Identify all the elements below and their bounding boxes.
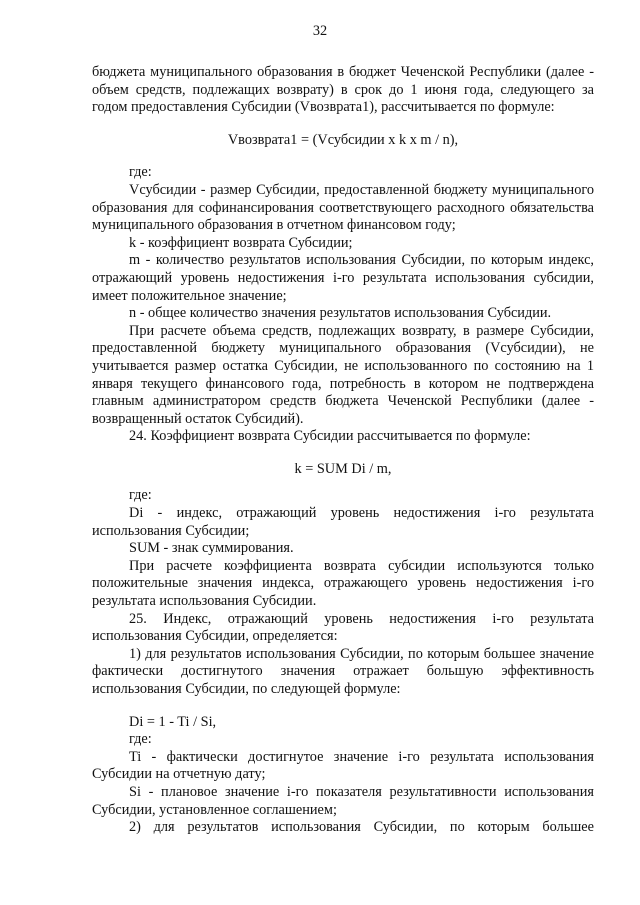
paragraph-25: 25. Индекс, отражающий уровень недостижения i-го результата использования Субсидии, определяется: (92, 610, 594, 645)
where-label-3: где: (129, 731, 152, 748)
paragraph-25-item-2: 2) для результатов использования Субсидии, по которым большее (129, 819, 594, 836)
where-label-1: где: (129, 164, 152, 181)
where-label-2: где: (129, 487, 152, 504)
definition-k: k - коэффициент возврата Субсидии; (129, 234, 353, 251)
definition-sum: SUM - знак суммирования. (129, 540, 294, 557)
formula-index: Di = 1 - Ti / Si, (129, 713, 217, 730)
paragraph-calculation-note: При расчете объема средств, подлежащих возврату, в размере Субсидии, предоставленной бюджету муниципального образования (Vсубсидии), не учитывается размер остатка Субсидии, не использованного по состоянию на 1 января текущего финансового года, потребность в котором не подтверждена главным администратором средств бюджета Чеченской Республики (далее - возвращенный остаток Субсидий). (92, 322, 594, 427)
definition-n: n - общее количество значения результатов использования Субсидии. (129, 305, 552, 322)
definition-ti: Ti - фактически достигнутое значение i-го результата использования Субсидии на отчетную дату; (92, 748, 594, 783)
paragraph-24: 24. Коэффициент возврата Субсидии рассчитывается по формуле: (129, 428, 531, 445)
document-body (92, 64, 594, 837)
definition-vsubsidii: Vсубсидии - размер Субсидии, предоставленной бюджету муниципального образования для софинансирования соответствующего расходного обязательства муниципального образования в отчетном финансовом году; (92, 181, 594, 234)
formula-return-volume: Vвозврата1 = (Vсубсидии x k x m / n), (227, 131, 459, 148)
page-number: 32 (312, 23, 328, 39)
definition-di: Di - индекс, отражающий уровень недостижения i-го результата использования Субсидии; (92, 505, 594, 539)
paragraph-coefficient-note: При расчете коэффициента возврата субсидии используются только положительные значения индекса, отражающего уровень недостижения i-го результата использования Субсидии. (92, 557, 594, 610)
definition-si: Si - плановое значение i-го показателя результативности использования Субсидии, установленное соглашением; (92, 783, 594, 818)
formula-coefficient: k = SUM Di / m, (294, 460, 392, 477)
paragraph-25-item-1: 1) для результатов использования Субсидии, по которым большее значение фактически достигнутого значения отражает большую эффективность использования Субсидии, по следующей формуле: (92, 645, 594, 697)
paragraph-intro: бюджета муниципального образования в бюджет Чеченской Республики (далее - объем средств, подлежащих возврату) в срок до 1 июня года, следующего за годом предоставления Субсидии (Vвозврата1), рассчитывается по формуле: (92, 64, 594, 116)
definition-m: m - количество результатов использования Субсидии, по которым индекс, отражающий уровень недостижения i-го результата использования субсидии, имеет положительное значение; (92, 252, 594, 304)
